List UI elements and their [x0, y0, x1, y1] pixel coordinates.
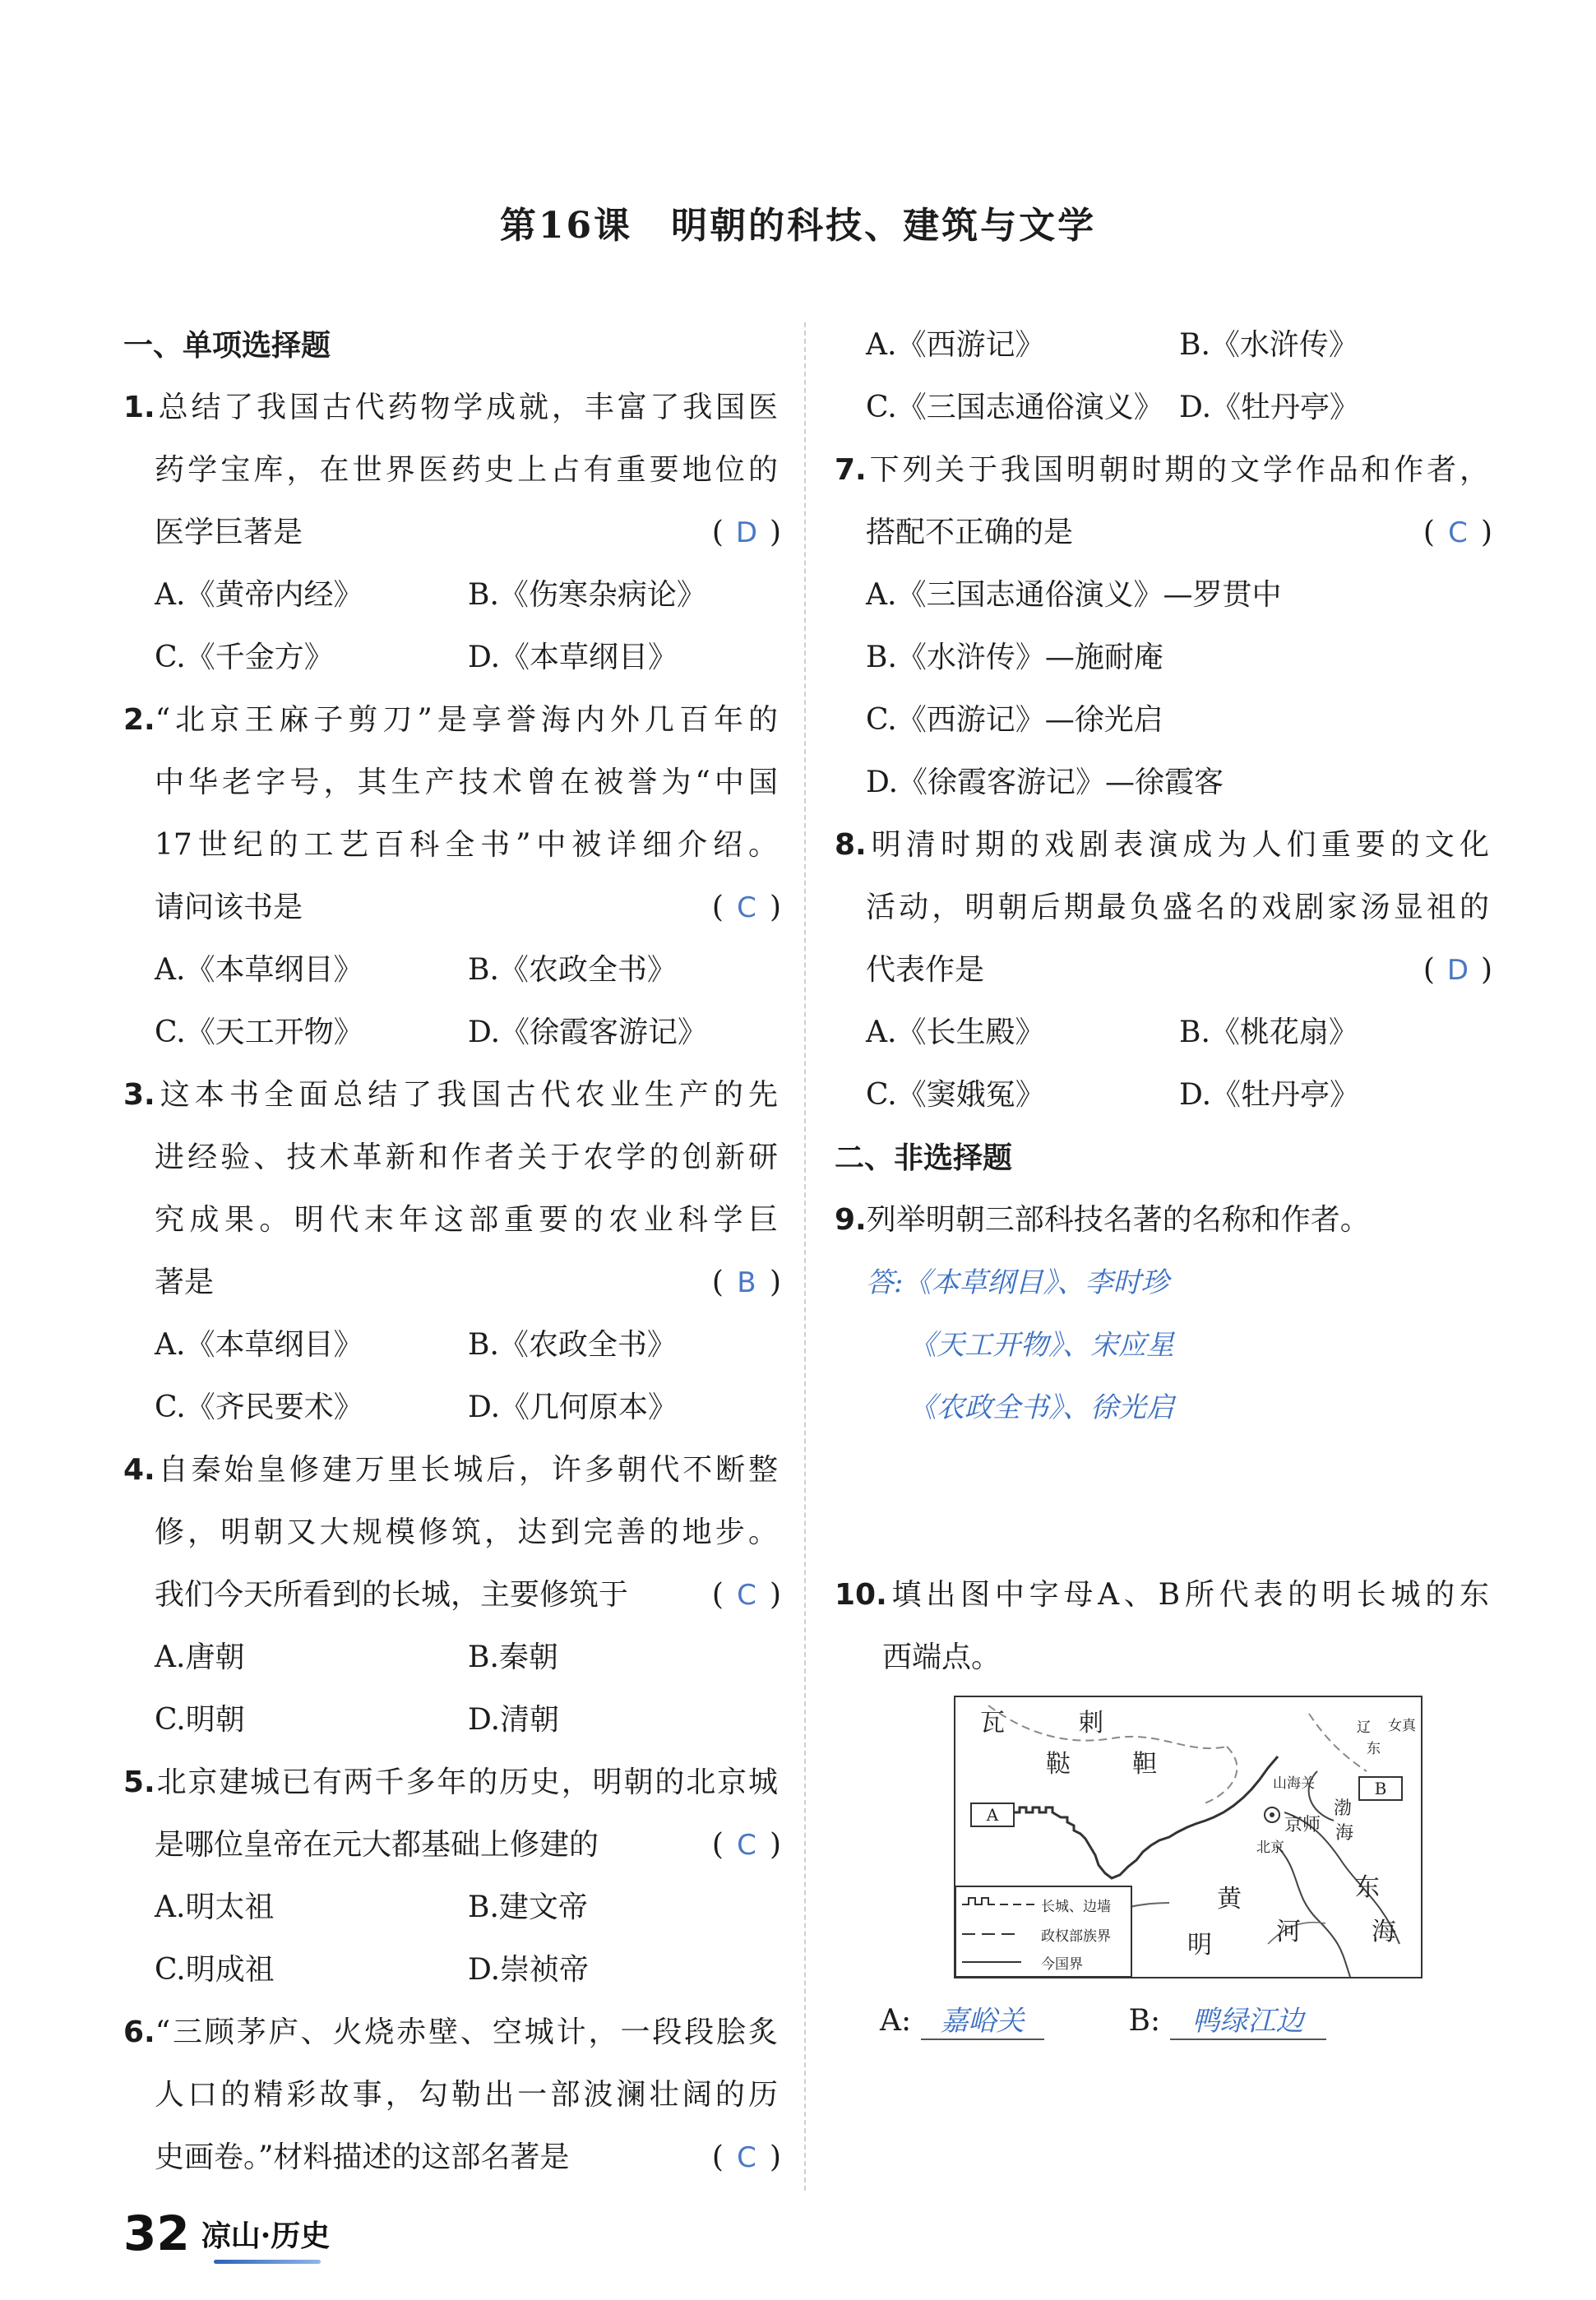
q6-options: [835, 314, 1492, 377]
question-number: 9.: [835, 1203, 867, 1237]
q10-answers: [880, 1998, 1326, 2040]
map-label: 剌: [1079, 1709, 1103, 1738]
answer-letter: C: [737, 2141, 756, 2174]
q4-options: [123, 1627, 781, 1689]
option: A.《黄帝内经》: [155, 578, 363, 612]
q4-line: 4.自秦始皇修建万里长城后，许多朝代不断整: [123, 1453, 778, 1487]
fill-answer-b: 鸭绿江边: [1170, 1998, 1326, 2040]
answer-bracket: ( D ): [712, 502, 781, 564]
q8-line: 代表作是 ( D ): [835, 939, 1492, 1002]
option: B.《水浒传》—施耐庵: [866, 641, 1163, 674]
q8-options: [835, 1002, 1492, 1064]
q3-options: [123, 1314, 781, 1377]
answer-bracket: ( C ): [712, 2126, 781, 2189]
answer-letter: C: [737, 1829, 756, 1862]
map-label: 海: [1372, 1918, 1396, 1946]
q2-line: 2.“北京王麻子剪刀”是享誉海内外几百年的: [123, 703, 778, 737]
option: B.《桃花扇》: [1179, 1016, 1358, 1049]
option: D.《几何原本》: [468, 1391, 678, 1424]
option: A.《本草纲目》: [155, 953, 363, 987]
question-number: 7.: [835, 453, 867, 487]
q8-line: 活动，明朝后期最负盛名的戏剧家汤显祖的: [866, 891, 1489, 924]
q1-line: 医学巨著是 ( D ): [123, 502, 781, 564]
q8-line: 8.明清时期的戏剧表演成为人们重要的文化: [835, 828, 1489, 862]
answer-bracket: ( C ): [712, 1814, 781, 1877]
map-legend-item: 长城、边墙: [1041, 1899, 1111, 1915]
option: A.《本草纲目》: [155, 1328, 363, 1362]
footer-underline: [214, 2260, 321, 2264]
ming-great-wall-map: [954, 1696, 1423, 1978]
q1-line: 1.总结了我国古代药物学成就，丰富了我国医: [123, 391, 778, 424]
option: B.《农政全书》: [468, 953, 677, 987]
map-label: 京师: [1284, 1815, 1321, 1835]
answer-bracket: ( B ): [712, 1252, 781, 1314]
option: C.《千金方》: [155, 641, 334, 674]
map-label: 黄: [1217, 1885, 1242, 1914]
q9-line: 9.列举明朝三部科技名著的名称和作者。: [835, 1203, 1370, 1237]
map-label: 瓦: [980, 1709, 1005, 1738]
option: A.明太祖: [155, 1890, 275, 1924]
fill-label-b: B:: [1128, 2004, 1161, 2038]
option: B.《伤寒杂病论》: [468, 578, 706, 612]
answer-letter: D: [1446, 954, 1469, 987]
q2-line: 请问该书是 ( C ): [123, 877, 781, 939]
spacer: [835, 1439, 1492, 1564]
q2-line: 中华老字号，其生产技术曾在被誉为“中国: [155, 766, 778, 799]
page-number: 32: [123, 2205, 190, 2261]
q10-line: 10.填出图中字母A、B所代表的明长城的东: [835, 1578, 1489, 1612]
map-label: 渤: [1334, 1798, 1353, 1819]
option: A.《三国志通俗演义》—罗贯中: [866, 578, 1282, 612]
q4-options: [123, 1689, 781, 1752]
option: D.《牡丹亭》: [1179, 1078, 1360, 1112]
q5-line: 5.北京建城已有两千多年的历史，明朝的北京城: [123, 1765, 778, 1799]
fill-answer-a: 嘉峪关: [921, 1998, 1044, 2040]
map-label: 山海关: [1273, 1775, 1315, 1792]
q3-options: [123, 1377, 781, 1439]
map-label: 北京: [1256, 1840, 1284, 1856]
option: B.秦朝: [468, 1641, 558, 1674]
page-title: 第16课 明朝的科技、建筑与文学: [499, 205, 1097, 247]
question-number: 4.: [123, 1453, 155, 1487]
q4-line: 修，明朝又大规模修筑，达到完善的地步。: [155, 1516, 778, 1549]
right-column: [835, 314, 1492, 1689]
q6-line: 史画卷。”材料描述的这部名著是 ( C ): [123, 2126, 781, 2189]
answer-bracket: ( D ): [1423, 939, 1492, 1002]
handwritten-answer: 《天工开物》、宋应星: [909, 1329, 1174, 1362]
q5-line: 是哪位皇帝在元大都基础上修建的 ( C ): [123, 1814, 781, 1877]
option: C.《三国志通俗演义》: [866, 391, 1163, 424]
question-number: 5.: [123, 1765, 155, 1799]
section-heading-nonchoice: 二、非选择题: [835, 1141, 1013, 1175]
map-label: 女真: [1388, 1718, 1416, 1734]
answer-bracket: ( C ): [1423, 502, 1492, 564]
q3-line: 究成果。明代末年这部重要的农业科学巨: [155, 1203, 778, 1237]
answer-letter: C: [737, 891, 756, 924]
q10-line: 西端点。: [882, 1641, 1002, 1674]
q3-line: 著是 ( B ): [123, 1252, 781, 1314]
section-heading-choice: 一、单项选择题: [123, 328, 331, 363]
q4-line: 我们今天所看到的长城，主要修筑于 ( C ): [123, 1564, 781, 1627]
q2-line: 17世纪的工艺百科全书”中被详细介绍。: [155, 828, 778, 862]
q3-line: 3.这本书全面总结了我国古代农业生产的先: [123, 1078, 778, 1112]
map-label: 海: [1335, 1823, 1354, 1844]
q7-line: 搭配不正确的是 ( C ): [835, 502, 1492, 564]
answer-letter: B: [737, 1266, 756, 1299]
option: C.《天工开物》: [155, 1016, 363, 1049]
option: D.《牡丹亭》: [1179, 391, 1360, 424]
option: B.建文帝: [468, 1890, 588, 1924]
handwritten-answer: 《农政全书》、徐光启: [909, 1391, 1174, 1424]
map-box-a: A: [970, 1803, 1015, 1827]
option: C.明成祖: [155, 1953, 275, 1987]
map-label: 东: [1367, 1741, 1381, 1757]
q6-line: 人口的精彩故事，勾勒出一部波澜壮阔的历: [155, 2078, 778, 2112]
option: B.《水浒传》: [1179, 328, 1358, 362]
q1-options: [123, 627, 781, 689]
option: D.崇祯帝: [468, 1953, 590, 1987]
answer-bracket: ( C ): [712, 877, 781, 939]
option: D.清朝: [468, 1703, 560, 1737]
option: C.《西游记》—徐光启: [866, 703, 1163, 737]
footer-label: 凉山·历史: [201, 2218, 331, 2253]
map-label: 明: [1187, 1931, 1212, 1960]
page-footer: [123, 2201, 330, 2266]
option: B.《农政全书》: [468, 1328, 677, 1362]
q6-line: 6.“三顾茅庐、火烧赤壁、空城计，一段段脍炙: [123, 2015, 778, 2049]
map-legend-item: 政权部族界: [1041, 1928, 1111, 1945]
map-label: 辽: [1357, 1719, 1371, 1736]
option: D.《本草纲目》: [468, 641, 678, 674]
map-label: 鞑: [1046, 1750, 1071, 1779]
q5-options: [123, 1939, 781, 2002]
q1-options: [123, 564, 781, 627]
answer-letter: C: [737, 1579, 756, 1612]
answer-letter: D: [735, 516, 758, 549]
map-box-b: B: [1358, 1776, 1403, 1801]
left-column: [123, 314, 781, 2189]
option: A.唐朝: [155, 1641, 245, 1674]
question-number: 2.: [123, 703, 155, 737]
map-label: 河: [1276, 1918, 1301, 1946]
fill-label-a: A:: [880, 2004, 912, 2038]
option: C.《齐民要术》: [155, 1391, 363, 1424]
q1-line: 药学宝库，在世界医药史上占有重要地位的: [155, 453, 778, 487]
q3-line: 进经验、技术革新和作者关于农学的创新研: [155, 1141, 778, 1174]
option: D.《徐霞客游记》—徐霞客: [866, 766, 1224, 799]
question-number: 3.: [123, 1078, 155, 1112]
option: C.明朝: [155, 1703, 245, 1737]
q7-line: 7.下列关于我国明朝时期的文学作品和作者，: [835, 453, 1489, 487]
map-label: 东: [1355, 1873, 1380, 1902]
map-legend-item: 今国界: [1041, 1956, 1083, 1973]
q2-options: [123, 939, 781, 1002]
column-divider: [804, 322, 806, 2191]
question-number: 8.: [835, 828, 867, 862]
option: C.《窦娥冤》: [866, 1078, 1045, 1112]
question-number: 6.: [123, 2015, 155, 2049]
option: A.《西游记》: [866, 328, 1045, 362]
question-number: 1.: [123, 391, 155, 424]
q5-options: [123, 1877, 781, 1939]
option: D.《徐霞客游记》: [468, 1016, 708, 1049]
option: A.《长生殿》: [866, 1016, 1045, 1049]
map-label: 靼: [1132, 1750, 1157, 1779]
q6-options: [835, 377, 1492, 439]
handwritten-answer: 答:《本草纲目》、李时珍: [866, 1266, 1169, 1299]
question-number: 10.: [835, 1578, 887, 1612]
answer-bracket: ( C ): [712, 1564, 781, 1627]
q8-options: [835, 1064, 1492, 1127]
answer-letter: C: [1448, 516, 1468, 549]
q2-options: [123, 1002, 781, 1064]
